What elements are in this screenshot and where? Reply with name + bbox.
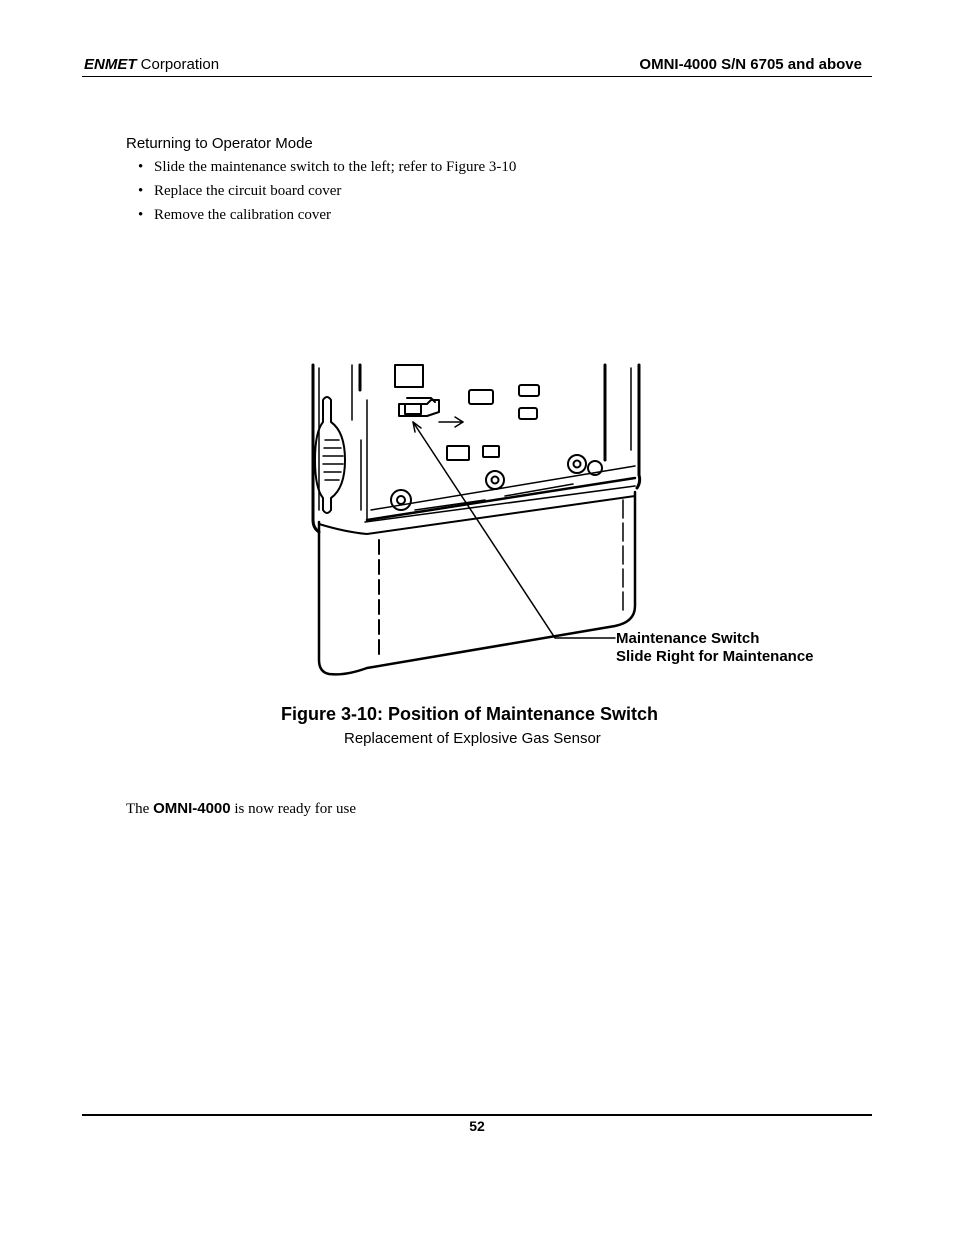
header-divider <box>82 76 872 77</box>
ready-prefix: The <box>126 801 154 817</box>
maintenance-switch-illustration <box>305 360 650 680</box>
bullet-icon: • <box>138 159 144 175</box>
company-suffix: Corporation <box>136 56 220 73</box>
list-item-text: Slide the maintenance switch to the left; refer to Figure 3-10 <box>154 159 517 175</box>
bullet-icon: • <box>138 183 144 199</box>
list-item-text: Replace the circuit board cover <box>154 183 342 199</box>
ready-suffix: is now ready for use <box>230 801 356 817</box>
list-item <box>138 205 516 229</box>
figure-subcaption: Replacement of Explosive Gas Sensor <box>344 730 601 747</box>
bullet-icon: • <box>138 207 144 223</box>
header-company <box>84 56 219 73</box>
company-name: ENMET <box>84 56 137 73</box>
list-item <box>138 181 516 205</box>
list-item-text: Remove the calibration cover <box>154 207 332 223</box>
figure-caption: Figure 3-10: Position of Maintenance Switch <box>281 704 659 724</box>
page-number: 52 <box>469 1118 485 1134</box>
footer-divider <box>82 1114 872 1116</box>
list-item <box>138 157 516 181</box>
ready-statement <box>126 800 356 818</box>
product-name: OMNI-4000 <box>153 800 231 817</box>
instruction-list <box>138 157 516 229</box>
callout-label: Maintenance Switch <box>616 630 760 647</box>
header-document-title: OMNI-4000 S/N 6705 and above <box>639 56 862 73</box>
callout-instruction: Slide Right for Maintenance <box>616 648 814 665</box>
section-heading: Returning to Operator Mode <box>126 135 313 152</box>
